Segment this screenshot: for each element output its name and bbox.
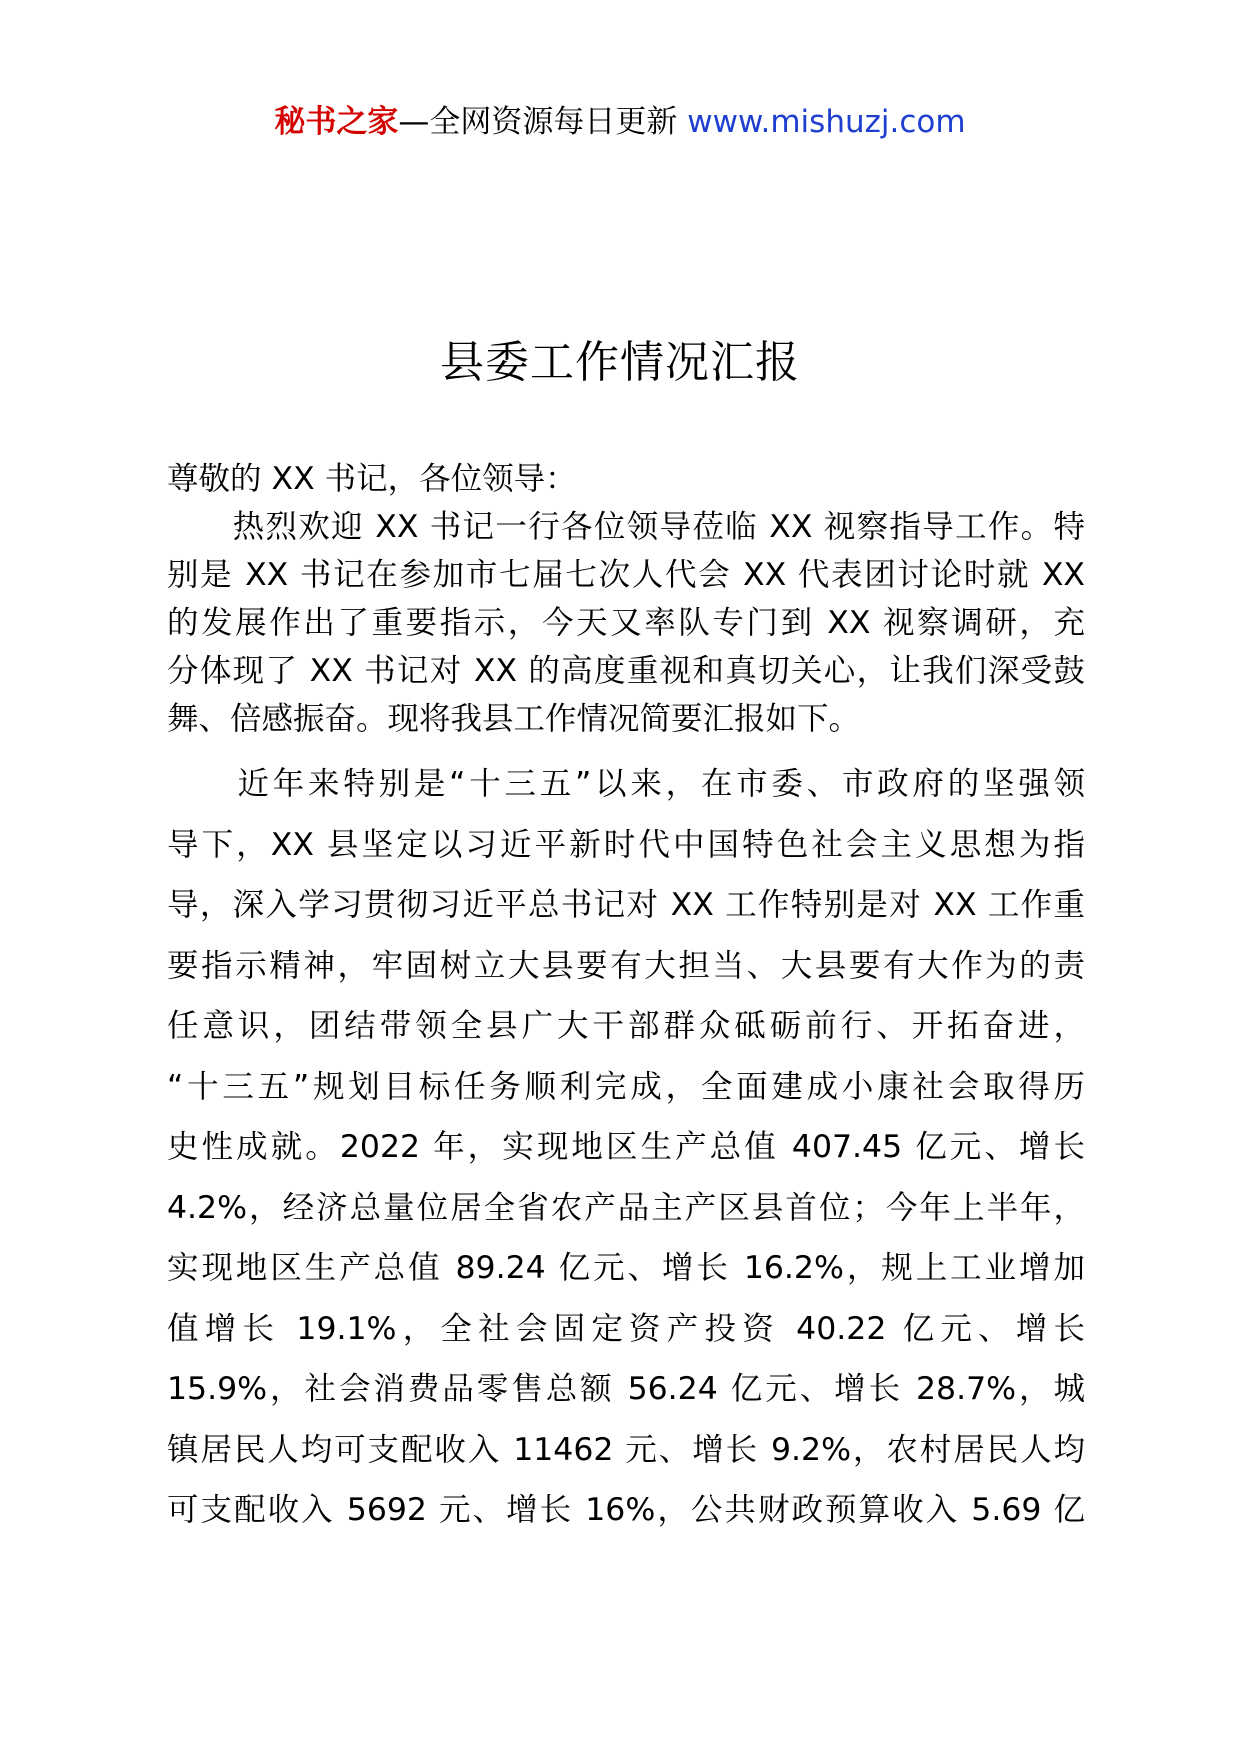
paragraph-line: 值增长 19.1%，全社会固定资产投资 40.22 亿元、增长: [167, 1310, 1085, 1347]
paragraph-line: 史性成就。2022 年，实现地区生产总值 407.45 亿元、增长: [167, 1129, 1085, 1165]
document-body: [167, 455, 1085, 1541]
paragraph-line: 别是 XX 书记在参加市七届七次人代会 XX 代表团讨论时就 XX: [167, 557, 1085, 593]
salutation: 尊敬的 XX 书记，各位领导：: [167, 461, 577, 497]
paragraph-achievements: [167, 754, 1085, 1541]
paragraph-line: 导，深入学习贯彻习近平总书记对 XX 工作特别是对 XX 工作重: [167, 887, 1085, 923]
paragraph-line: 热烈欢迎 XX 书记一行各位领导莅临 XX 视察指导工作。特: [167, 509, 1085, 545]
site-tagline: —全网资源每日更新: [398, 104, 688, 140]
paragraph-line: 近年来特别是“十三五”以来，在市委、市政府的坚强领: [167, 766, 1085, 802]
site-header-banner: [0, 100, 1240, 144]
paragraph-line: 镇居民人均可支配收入 11462 元、增长 9.2%，农村居民人均: [167, 1431, 1085, 1468]
paragraph-line: 舞、倍感振奋。现将我县工作情况简要汇报如下。: [167, 701, 861, 737]
paragraph-line: 要指示精神，牢固树立大县要有大担当、大县要有大作为的责: [167, 947, 1085, 984]
paragraph-line: 的发展作出了重要指示，今天又率队专门到 XX 视察调研，充: [167, 605, 1085, 641]
document-title: 县委工作情况汇报: [440, 337, 800, 388]
paragraph-welcome: [167, 503, 1085, 743]
site-url-link[interactable]: www.mishuzj.com: [687, 104, 966, 140]
paragraph-line: 4.2%，经济总量位居全省农产品主产区县首位；今年上半年，: [167, 1189, 1085, 1226]
paragraph-line: 导下，XX 县坚定以习近平新时代中国特色社会主义思想为指: [167, 826, 1085, 863]
paragraph-line: “十三五”规划目标任务顺利完成，全面建成小康社会取得历: [167, 1068, 1085, 1105]
paragraph-line: 可支配收入 5692 元、增长 16%，公共财政预算收入 5.69 亿: [167, 1492, 1085, 1528]
paragraph-line: 分体现了 XX 书记对 XX 的高度重视和真切关心，让我们深受鼓: [167, 653, 1085, 689]
paragraph-line: 15.9%，社会消费品零售总额 56.24 亿元、增长 28.7%，城: [167, 1371, 1085, 1407]
paragraph-line: 实现地区生产总值 89.24 亿元、增长 16.2%，规上工业增加: [167, 1250, 1085, 1286]
paragraph-line: 任意识，团结带领全县广大干部群众砥砺前行、开拓奋进，: [167, 1008, 1085, 1044]
site-brand-name: 秘书之家: [274, 104, 399, 140]
